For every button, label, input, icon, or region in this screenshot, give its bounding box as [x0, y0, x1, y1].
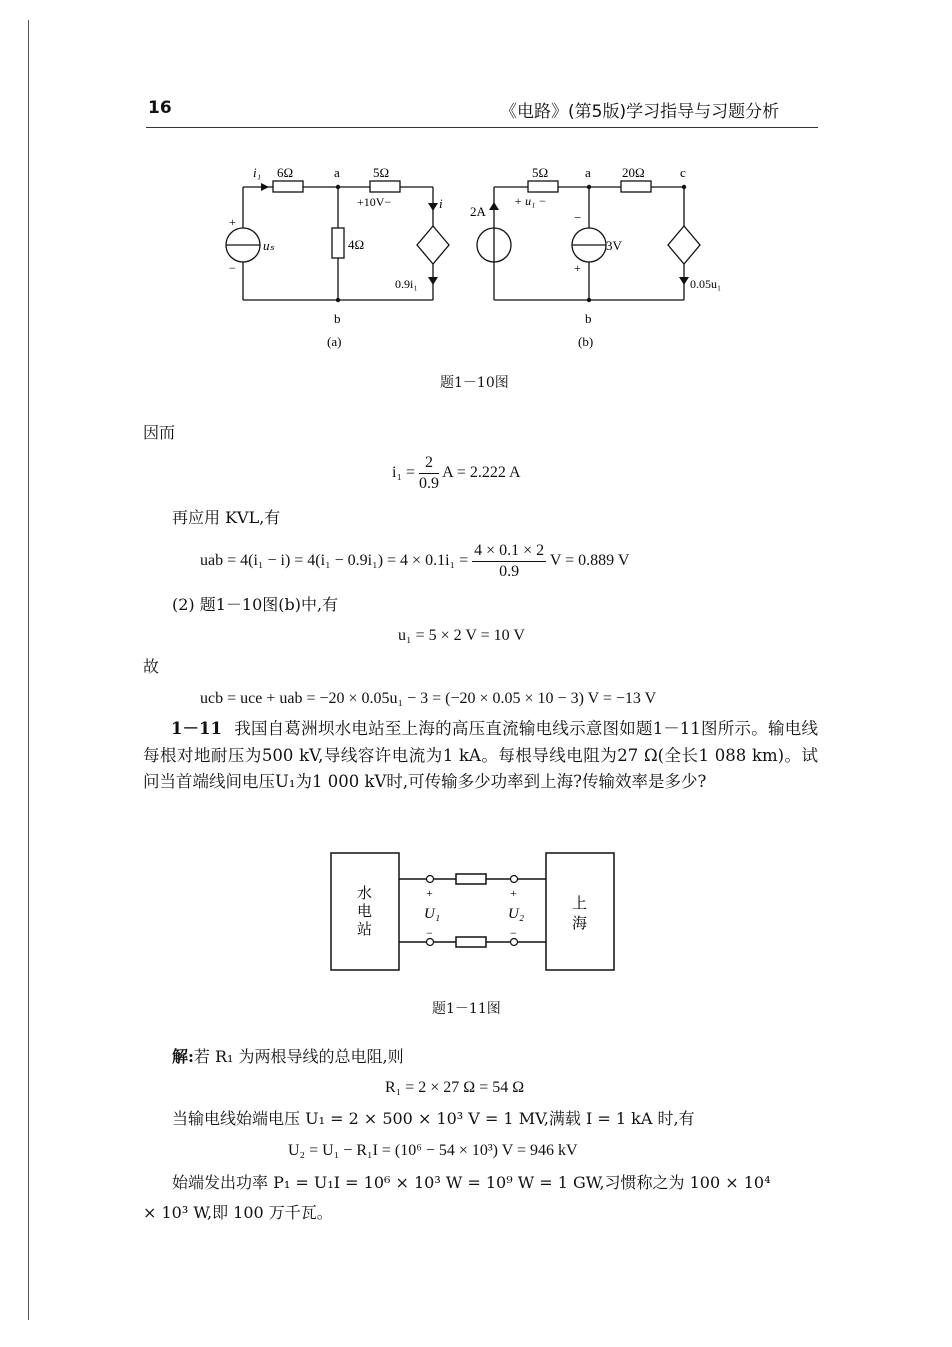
sublabel-a: (a): [327, 334, 342, 349]
solution-line-2: 当输电线始端电压 U₁ = 2 × 500 × 10³ V = 1 MV,满载 I = 1 kA 时,有: [172, 1109, 695, 1128]
label-node-b-b: b: [585, 311, 592, 326]
solution-intro: 解:若 R₁ 为两根导线的总电阻,则: [172, 1047, 404, 1066]
label-10v: +10V−: [357, 195, 392, 209]
label-dep-b: 0.05u₁: [690, 277, 722, 291]
transmission-figure-1-11: [328, 850, 618, 975]
label-4ohm: 4Ω: [348, 237, 365, 252]
equation-6: U₂ = U₁ − R₁I = (10⁶ − 54 × 10³) V = 946 kV: [288, 1142, 578, 1159]
label-node-a-b: a: [585, 165, 591, 180]
left-box-char-2: 电: [357, 904, 373, 920]
label-20ohm: 20Ω: [622, 165, 645, 180]
right-box-char-2: 海: [572, 916, 588, 932]
problem-text: 我国自葛洲坝水电站至上海的高压直流输电线示意图如题1－11图所示。输电线每根对地耐压为500 kV,导线容许电流为1 kA。每根导线电阻为27 Ω(全长1 088 km)。试问当首端线间电压U₁为1 000 kV时,可传输多少功率到上海?传输效率是多少?: [143, 719, 818, 791]
minus-right: −: [510, 926, 517, 940]
equation-5: R₁ = 2 × 27 Ω = 54 Ω: [385, 1079, 525, 1096]
label-5ohm-b: 5Ω: [532, 165, 549, 180]
plus-left: +: [426, 886, 433, 900]
figure-caption-1-10: 题1－10图: [440, 375, 509, 391]
svg-text:+: +: [574, 261, 581, 275]
header-rule: [146, 127, 818, 128]
equation-1: i₁ = $\frac{2}{0.9}$ A = 2.222 A: [392, 454, 521, 492]
solution-line-4: × 10³ W,即 100 万千瓦。: [143, 1203, 333, 1222]
text-yinér: 因而: [143, 423, 176, 442]
problem-1-11: [143, 716, 818, 796]
left-box-char-3: 站: [357, 922, 373, 938]
label-i: i: [439, 196, 443, 211]
text-part-2: (2) 题1－10图(b)中,有: [172, 595, 339, 614]
running-title: 《电路》(第5版)学习指导与习题分析: [500, 102, 780, 122]
minus-left: −: [426, 926, 433, 940]
label-3v: 3V: [606, 238, 622, 253]
left-box-char-1: 水: [357, 886, 373, 902]
right-box-char-1: 上: [572, 896, 588, 912]
problem-number: 1－11: [171, 719, 222, 738]
sublabel-b: (b): [578, 334, 594, 349]
label-node-a: a: [334, 165, 340, 180]
solution-line-3: 始端发出功率 P₁ = U₁I = 10⁶ × 10³ W = 10⁹ W = 1 GW,习惯称之为 100 × 10⁴: [172, 1173, 771, 1192]
text-kvl-intro: 再应用 KVL,有: [172, 508, 281, 527]
svg-text:−: −: [229, 261, 236, 275]
equation-3: u₁ = 5 × 2 V = 10 V: [398, 627, 525, 644]
circuit-figure-1-10a: [215, 160, 455, 355]
label-U1: U₁: [424, 906, 441, 922]
binding-edge-line: [28, 20, 29, 1320]
label-5ohm: 5Ω: [373, 165, 390, 180]
label-u1: + u₁ −: [514, 194, 547, 208]
label-dep-a: 0.9i₁: [395, 277, 418, 291]
plus-right: +: [510, 886, 517, 900]
page-number: 16: [148, 98, 172, 118]
label-U2: U₂: [508, 906, 525, 922]
label-node-b: b: [334, 311, 341, 326]
label-i1: i₁: [253, 165, 262, 180]
figure-caption-1-11: 题1－11图: [432, 1001, 501, 1017]
equation-2: uab = 4(i₁ − i) = 4(i₁ − 0.9i₁) = 4 × 0.1i₁ = $\frac{4 \times 0.1 \times 2}{0.9}$ V = 0.889 V: [200, 542, 630, 580]
equation-4: ucb = uce + uab = −20 × 0.05u₁ − 3 = (−20 × 0.05 × 10 − 3) V = −13 V: [200, 690, 657, 707]
label-2a: 2A: [470, 204, 486, 219]
text-gu: 故: [143, 657, 160, 676]
label-us: uₛ: [263, 238, 275, 253]
svg-text:+: +: [229, 215, 236, 229]
label-node-c: c: [680, 165, 686, 180]
circuit-figure-1-10b: [466, 160, 746, 355]
label-6ohm: 6Ω: [277, 165, 294, 180]
svg-text:−: −: [574, 210, 582, 225]
